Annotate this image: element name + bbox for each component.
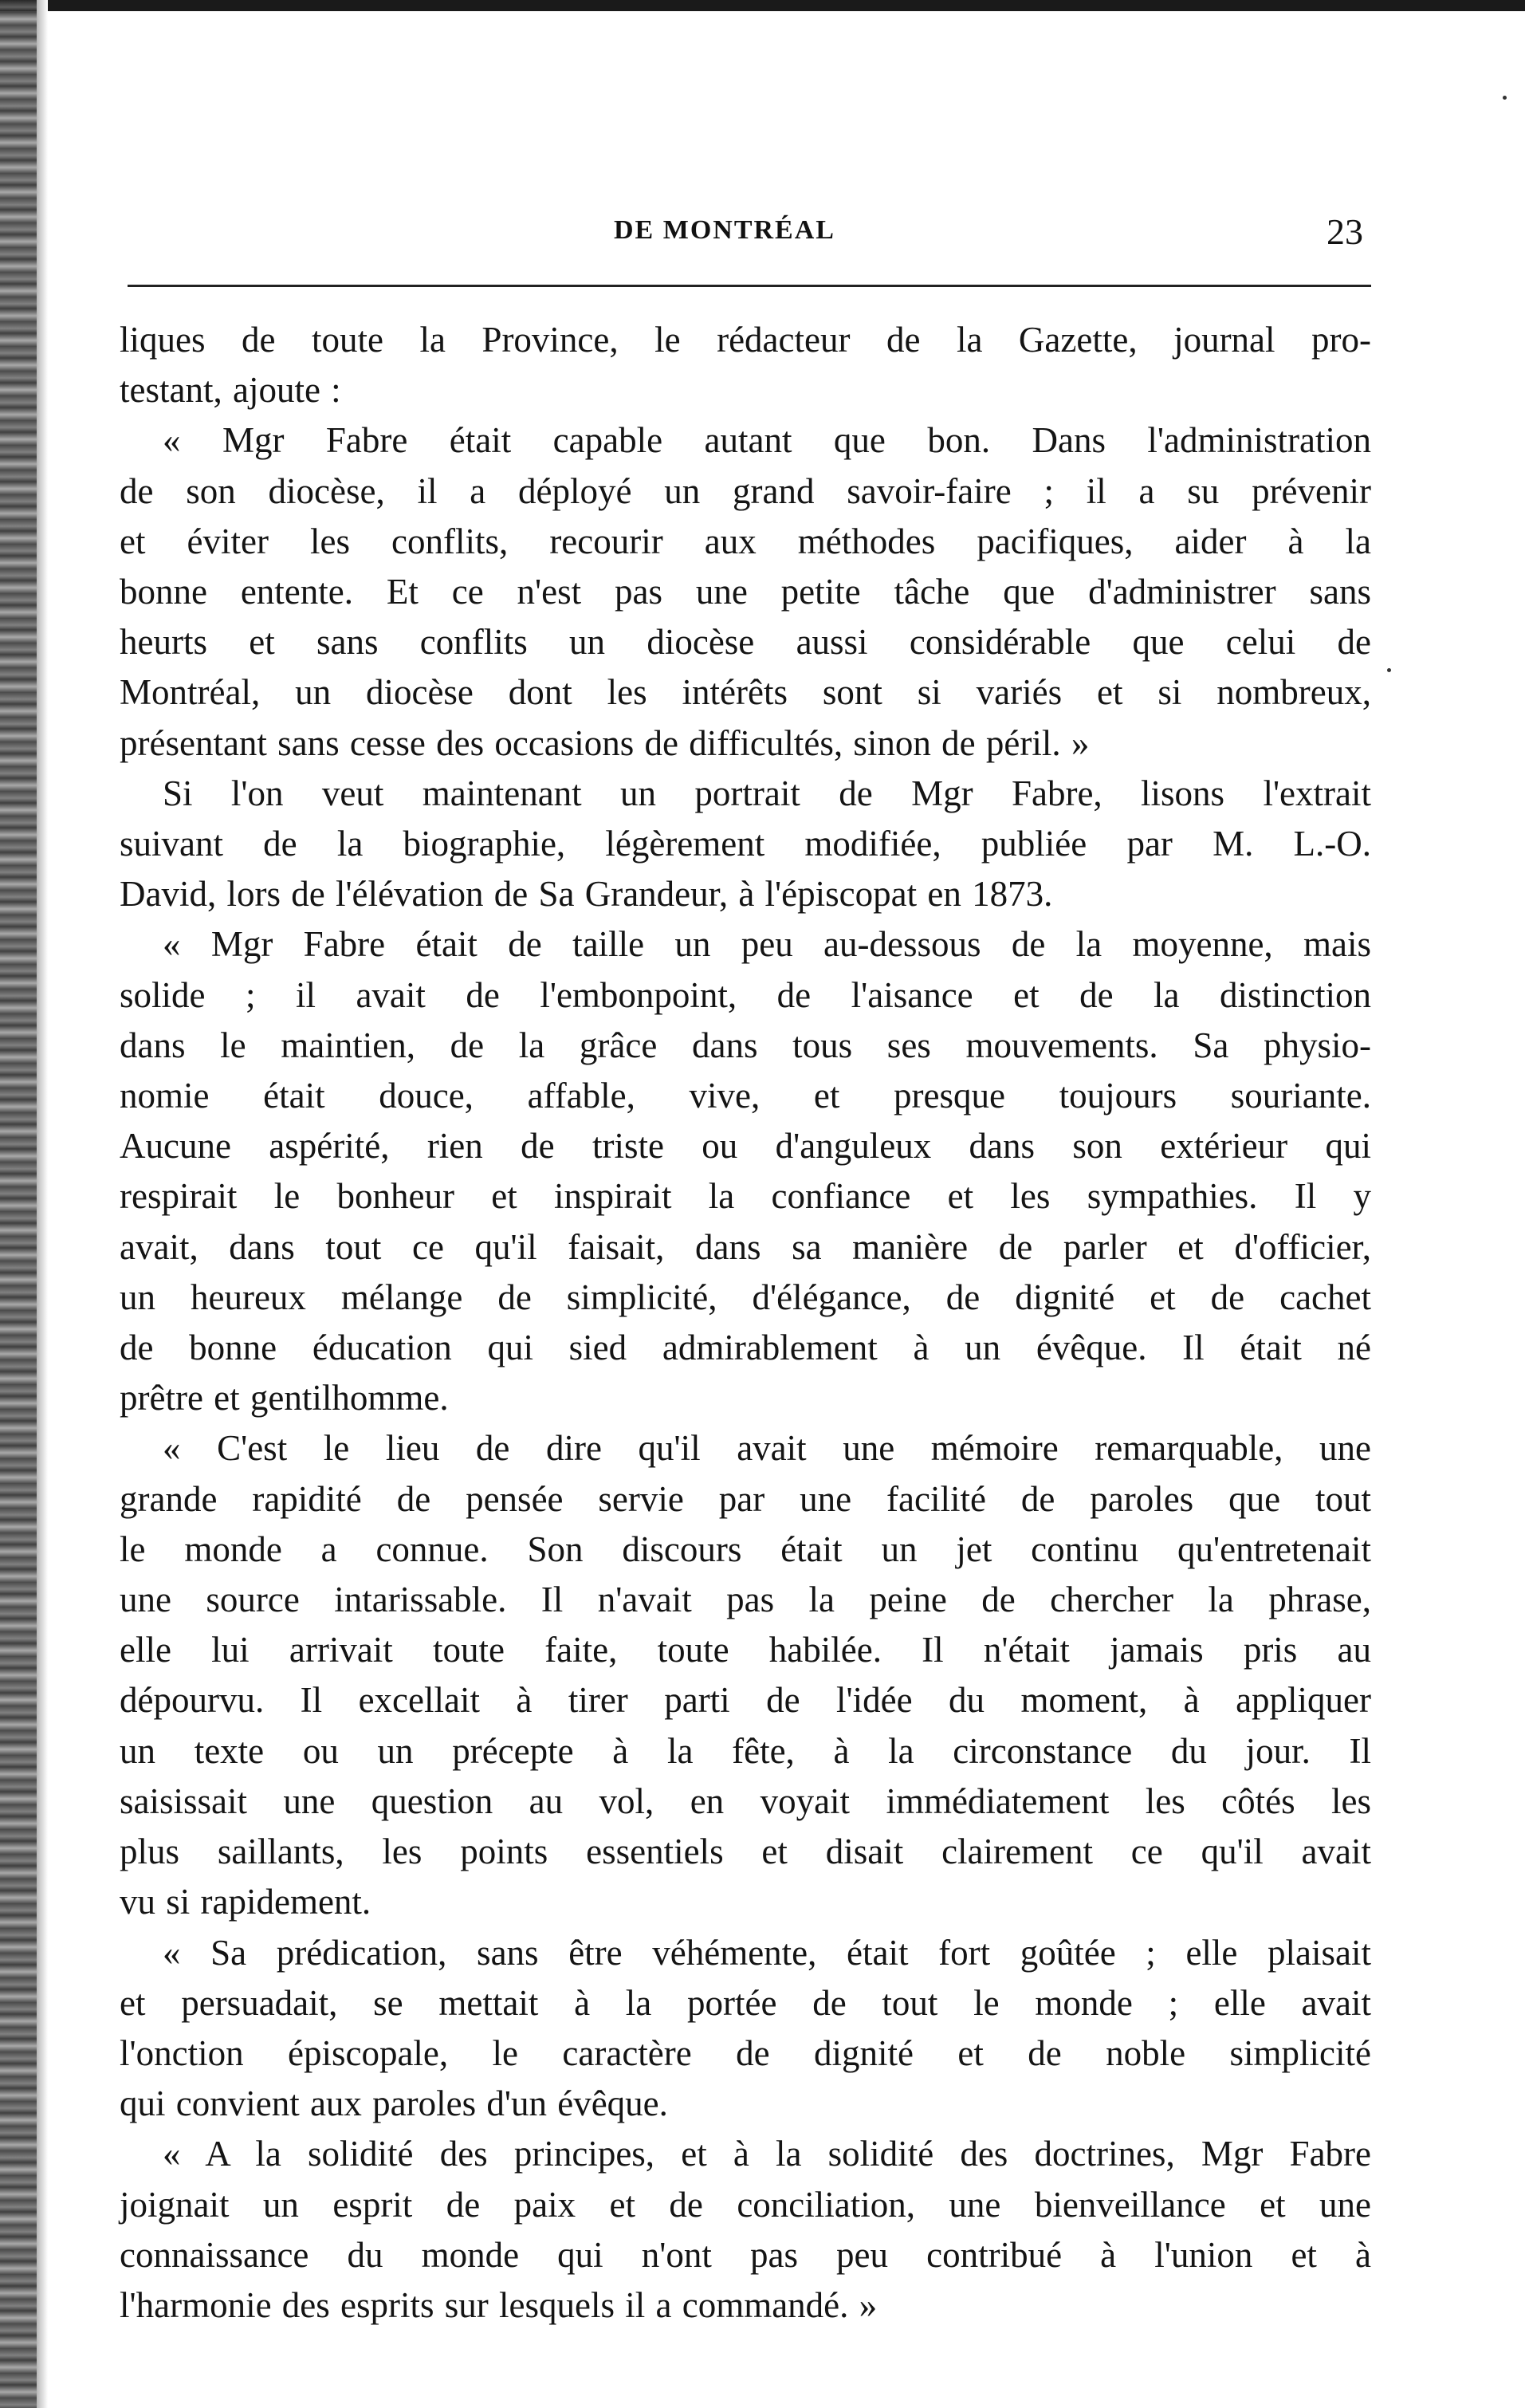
text-line: de son diocèse, il a déployé un grand savoir-faire ; il a su prévenir: [120, 470, 1371, 511]
paragraph: [120, 769, 1371, 920]
text-line: le monde a connue. Son discours était un jet continu qu'entretenait: [120, 1529, 1371, 1569]
text-line: elle lui arrivait toute faite, toute habilée. Il n'était jamais pris au: [120, 1630, 1371, 1670]
text-line: Si l'on veut maintenant un portrait de Mgr Fabre, lisons l'extrait: [163, 773, 1371, 813]
text-line: respirait le bonheur et inspirait la confiance et les sympathies. Il y: [120, 1176, 1371, 1217]
scan-top-edge: [0, 0, 1525, 11]
text-line: plus saillants, les points essentiels et disait clairement ce qu'il avait: [120, 1832, 1371, 1872]
text-line: « Sa prédication, sans être véhémente, était fort goûtée ; elle plaisait: [163, 1932, 1371, 1973]
text-line: heurts et sans conflits un diocèse aussi considérable que celui de: [120, 622, 1371, 663]
text-line: et éviter les conflits, recourir aux méthodes pacifiques, aider à la: [120, 521, 1371, 561]
text-line: « Mgr Fabre était capable autant que bon. Dans l'administration: [163, 420, 1371, 461]
text-line: saisissait une question au vol, en voyait immédiatement les côtés les: [120, 1780, 1371, 1821]
text-line: dépourvu. Il excellait à tirer parti de l'idée du moment, à appliquer: [120, 1680, 1371, 1721]
text-line: Aucune aspérité, rien de triste ou d'anguleux dans son extérieur qui: [120, 1126, 1371, 1167]
body-text: [120, 315, 1371, 2331]
scan-binding-edge: [0, 0, 37, 2408]
scan-binding-shadow: [37, 0, 48, 2408]
paragraph: [120, 919, 1371, 1423]
text-line: joignait un esprit de paix et de conciliation, une bienveillance et une: [120, 2184, 1371, 2225]
text-line: une source intarissable. Il n'avait pas la peine de chercher la phrase,: [120, 1580, 1371, 1620]
paragraph: [120, 1423, 1371, 1927]
text-line: nomie était douce, affable, vive, et presque toujours souriante.: [120, 1076, 1371, 1116]
running-head: [0, 211, 1525, 263]
header-rule: [128, 285, 1371, 287]
text-line: et persuadait, se mettait à la portée de tout le monde ; elle avait: [120, 1982, 1371, 2023]
text-line: un texte ou un précepte à la fête, à la circonstance du jour. Il: [120, 1730, 1371, 1771]
text-line: solide ; il avait de l'embonpoint, de l'aisance et de la distinction: [120, 974, 1371, 1015]
paragraph: [120, 1928, 1371, 2130]
text-line: bonne entente. Et ce n'est pas une petite tâche que d'administrer sans: [120, 572, 1371, 612]
text-line: prêtre et gentilhomme.: [120, 1378, 449, 1418]
text-line: « Mgr Fabre était de taille un peu au-dessous de la moyenne, mais: [163, 924, 1371, 965]
text-line: l'onction épiscopale, le caractère de dignité et de noble simplicité: [120, 2032, 1371, 2073]
text-line: suivant de la biographie, légèrement modifiée, publiée par M. L.-O.: [120, 824, 1371, 864]
text-line: l'harmonie des esprits sur lesquels il a commandé. »: [120, 2284, 878, 2325]
text-line: un heureux mélange de simplicité, d'élégance, de dignité et de cachet: [120, 1277, 1371, 1317]
text-line: avait, dans tout ce qu'il faisait, dans sa manière de parler et d'officier,: [120, 1226, 1371, 1267]
text-line: dans le maintien, de la grâce dans tous ses mouvements. Sa physio-: [120, 1025, 1371, 1065]
text-line: de bonne éducation qui sied admirablement à un évêque. Il était né: [120, 1328, 1371, 1368]
scan-speck: [1503, 96, 1507, 100]
text-line: présentant sans cesse des occasions de difficultés, sinon de péril. »: [120, 722, 1090, 763]
text-line: liques de toute la Province, le rédacteur de la Gazette, journal pro-: [120, 320, 1371, 360]
text-line: « A la solidité des principes, et à la solidité des doctrines, Mgr Fabre: [163, 2134, 1371, 2174]
paragraph: [120, 315, 1371, 415]
paragraph: [120, 2129, 1371, 2331]
paragraph: [120, 415, 1371, 768]
text-line: qui convient aux paroles d'un évêque.: [120, 2083, 668, 2124]
text-line: grande rapidité de pensée servie par une facilité de paroles que tout: [120, 1478, 1371, 1519]
text-line: David, lors de l'élévation de Sa Grandeur, à l'épiscopat en 1873.: [120, 874, 1053, 915]
running-head-title: DE MONTRÉAL: [614, 215, 835, 245]
text-line: vu si rapidement.: [120, 1882, 371, 1922]
text-line: Montréal, un diocèse dont les intérêts sont si variés et si nombreux,: [120, 672, 1371, 713]
page-number: 23: [1327, 211, 1363, 252]
text-line: testant, ajoute :: [120, 370, 341, 411]
text-line: « C'est le lieu de dire qu'il avait une mémoire remarquable, une: [163, 1428, 1371, 1469]
scan-speck: [1387, 668, 1391, 672]
text-line: connaissance du monde qui n'ont pas peu contribué à l'union et à: [120, 2234, 1371, 2275]
